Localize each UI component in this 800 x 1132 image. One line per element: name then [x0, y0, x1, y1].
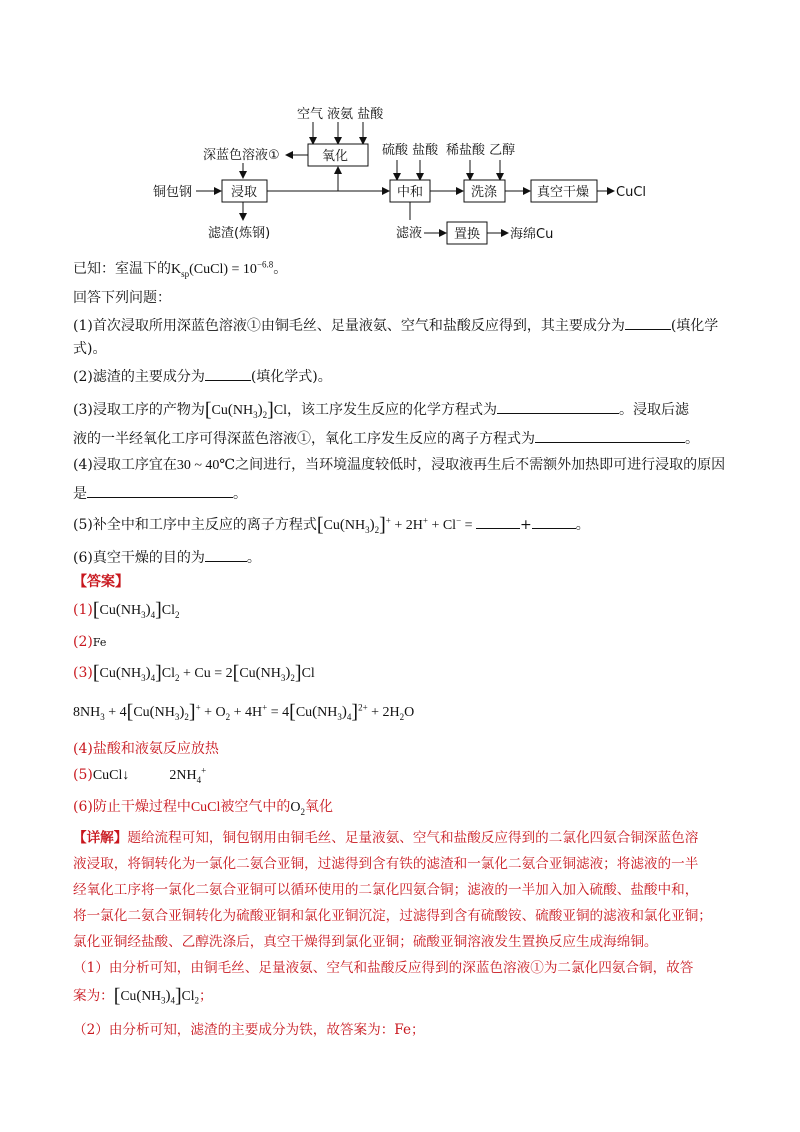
vacuum-dry-label: 真空干燥 — [537, 185, 590, 200]
question-1-cont: 式)。 — [73, 341, 107, 357]
question-5: (5)补全中和工序中主反应的离子方程式$[Cu(NH_3)_2]^+ + 2H^+ + Cl^-$ = + 。 — [73, 514, 590, 536]
detail-line-6: （1）由分析可知，由铜毛丝、足量液氨、空气和盐酸反应得到的深蓝色溶液①为二氯化四氨合铜，故答 — [73, 960, 694, 976]
replace-label: 置换 — [454, 227, 481, 242]
detail-line-1: 【详解】题给流程可知，铜包钢用由铜毛丝、足量液氨、空气和盐酸反应得到的二氯化四氨合铜深蓝色溶 — [73, 830, 699, 846]
product-label: CuCl — [616, 185, 647, 200]
answer-3-equation-1: $(3)[Cu(NH_3)_4]Cl_2 + Cu = 2[Cu(NH_3)_2]Cl$ — [73, 662, 315, 684]
question-4: (4)浸取工序宜在30 ~ 40℃之间进行，当环境温度较低时，浸取液再生后不需额外加热即可进行浸取的原因 — [73, 457, 726, 473]
intro-text: 回答下列问题： — [73, 290, 171, 306]
answer-2: (2)Fe — [73, 634, 107, 650]
question-6: (6)真空干燥的目的为 。 — [73, 547, 261, 567]
detail-line-8: （2）由分析可知，滤渣的主要成分为铁，故答案为：Fe； — [73, 1022, 425, 1038]
answer-4: (4)盐酸和液氨反应放热 — [73, 741, 219, 757]
known-condition: 已知：室温下的$K_{sp}(CuCl) = 10^{-6.8}$。 — [73, 259, 288, 279]
wash-inputs-label: 稀盐酸 乙醇 — [446, 143, 516, 158]
answer-heading: 【答案】 — [73, 574, 129, 590]
answer-5: (5)CuCl↓ $2NH_4^+$ — [73, 765, 207, 785]
oxidation-label: 氧化 — [322, 149, 349, 164]
answer-1: $(1)[Cu(NH_3)_4]Cl_2$ — [73, 599, 180, 621]
process-flowchart — [0, 0, 800, 260]
question-2: (2)滤渣的主要成分为 (填化学式)。 — [73, 366, 332, 386]
acid-inputs-label: 硫酸 盐酸 — [382, 143, 439, 158]
question-3: (3)浸取工序的产物为$[Cu(NH_3)_2]Cl$，该工序发生反应的化学方程式为 。浸取后滤 — [73, 399, 689, 421]
leach-label: 浸取 — [231, 185, 258, 200]
question-4-cont: 是 。 — [73, 483, 247, 503]
filtrate-label: 滤液 — [396, 226, 423, 241]
detail-line-3: 经氧化工序将一氯化二氨合亚铜可以循环使用的二氯化四氨合铜；滤液的一半加入加入硫酸、盐酸中和， — [73, 882, 699, 898]
wash-label: 洗涤 — [471, 185, 498, 200]
question-3-cont: 液的一半经氧化工序可得深蓝色溶液①，氧化工序发生反应的离子方程式为 。 — [73, 428, 699, 448]
answer-3-equation-2: $8NH_3 + 4[Cu(NH_3)_2]^+ + O_2 + 4H^+ = 4[Cu(NH_3)_4]^{2+} + 2H_2O$ — [73, 701, 415, 723]
neutralize-label: 中和 — [397, 185, 424, 200]
question-1: (1)首次浸取所用深蓝色溶液①由铜毛丝、足量液氨、空气和盐酸反应得到，其主要成分为 (填化学 — [73, 315, 718, 335]
answer-6: (6)防止干燥过程中CuCl被空气中的$O_2$氧化 — [73, 799, 334, 817]
detail-line-4: 将一氯化二氨合亚铜转化为硫酸亚铜和氯化亚铜沉淀，过滤得到含有硫酸铵、硫酸亚铜的滤液和氯化亚铜； — [73, 908, 712, 924]
solution1-label: 深蓝色溶液① — [203, 148, 280, 163]
detail-line-2: 液浸取，将铜转化为一氯化二氨合亚铜，过滤得到含有铁的滤渣和一氯化二氨合亚铜滤液；将滤液的一半 — [73, 856, 699, 872]
detail-line-7: 案为：$[Cu(NH_3)_4]Cl_2$； — [73, 985, 213, 1007]
sponge-copper-label: 海绵Cu — [510, 227, 554, 242]
oxidation-inputs-label: 空气 液氨 盐酸 — [297, 107, 384, 122]
copper-clad-steel-label: 铜包钢 — [153, 185, 193, 200]
residue-label: 滤渣(炼钢) — [208, 226, 271, 241]
detail-line-5: 氯化亚铜经盐酸、乙醇洗涤后，真空干燥得到氯化亚铜；硫酸亚铜溶液发生置换反应生成海绵铜。 — [73, 934, 658, 950]
